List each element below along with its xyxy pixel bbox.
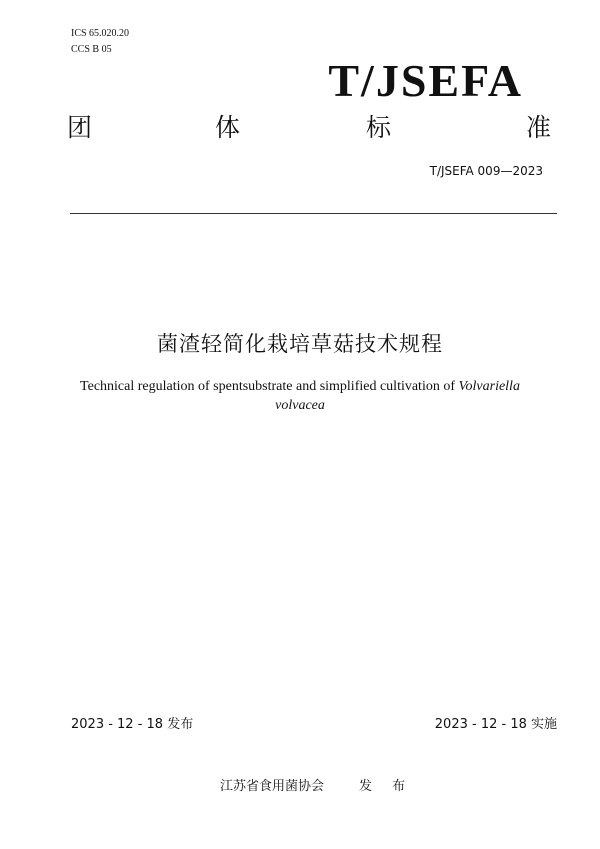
issue-date: 2023 - 12 - 18 发布 [71,717,194,732]
document-title-english [70,377,530,415]
ics-code: ICS 65.020.20 [71,28,130,39]
english-title-text: Technical regulation of spentsubstrate and simplified cultivation of [80,379,459,394]
standard-type-char: 体 [215,113,241,142]
species-genus: Volvariella [458,379,520,394]
standard-type-char: 准 [526,113,552,142]
implementation-date: 2023 - 12 - 18 实施 [434,717,557,732]
standard-number: T/JSEFA 009—2023 [429,164,543,178]
standard-logo: T/JSEFA [328,55,523,106]
ccs-code: CCS B 05 [71,44,112,55]
header-divider [70,213,557,214]
species-epithet: volvacea [275,398,325,413]
publisher-name: 江苏省食用菌协会 [220,779,325,794]
standard-type-char: 标 [366,113,392,142]
publish-label: 发 布 [359,779,414,794]
standard-type-char: 团 [67,113,93,142]
document-title-chinese: 菌渣轻简化栽培草菇技术规程 [157,332,443,356]
